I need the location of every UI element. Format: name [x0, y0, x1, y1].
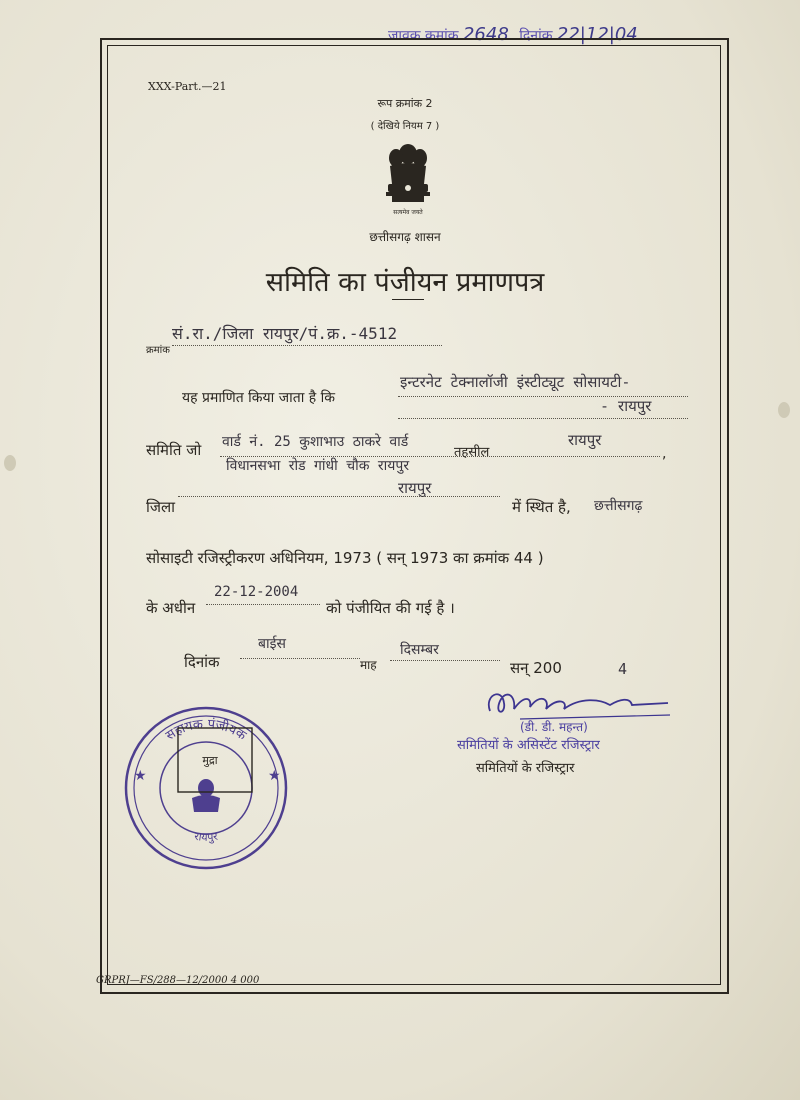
number-label: क्रमांक	[146, 345, 170, 356]
society-name-line-1: इन्टरनेट टेक्नालॉजी इंस्टीट्यूट सोसायटी-	[400, 373, 631, 391]
registration-date-line	[206, 604, 320, 605]
dispatch-date: 22|12|04	[556, 24, 638, 45]
certify-text: यह प्रमाणित किया जाता है कि	[182, 390, 336, 406]
registration-number: सं.रा./जिला रायपुर/पं.क्र.-4512	[172, 324, 398, 343]
signer-designation: समितियों के असिस्टेंट रजिस्ट्रार	[457, 738, 600, 753]
day-line	[240, 658, 360, 659]
government-name: छत्तीसगढ़ शासन	[369, 230, 441, 244]
seal-center-label: मुद्रा	[202, 754, 218, 767]
jila-line	[178, 496, 500, 497]
samiti-label: समिति जो	[146, 441, 202, 459]
dispatch-date-label: दिनांक	[519, 28, 553, 44]
seal-top-text: सहायक पंजीयक	[163, 716, 249, 744]
dinank-label: दिनांक	[184, 653, 220, 671]
month-value: दिसम्बर	[400, 642, 439, 658]
seal-bottom-text: रायपुर	[193, 829, 219, 844]
tehsil-label: तहसील	[454, 445, 490, 460]
jila-value: रायपुर	[398, 479, 432, 497]
society-name-line-2: - रायपुर	[600, 397, 652, 415]
emblem-motto: सत्यमेव जयते	[393, 209, 423, 216]
footer-code: GRPRJ—FS/288—12/2000 4 000	[96, 975, 260, 986]
registered-text: को पंजीयित की गई है ।	[326, 599, 455, 617]
see-rule: ( देखिये नियम 7 )	[370, 121, 440, 132]
located-text: में स्थित है,	[512, 498, 571, 516]
under-label: के अधीन	[146, 599, 196, 617]
seal-emblem-icon	[192, 779, 220, 812]
month-label: माह	[360, 658, 377, 672]
state-value: छत्तीसगढ़	[594, 498, 643, 514]
registrar-title: समितियों के रजिस्ट्रार	[476, 761, 575, 776]
official-seal	[118, 700, 294, 876]
act-text: सोसाइटी रजिस्ट्रीकरण अधिनियम, 1973 ( सन् 1973 का क्रमांक 44 )	[146, 549, 544, 567]
address-line-2: विधानसभा रोड गांधी चौक रायपुर	[226, 458, 410, 474]
year-label: सन् 200	[510, 659, 562, 677]
seal-star-icon: ★	[268, 768, 281, 784]
society-line-2	[398, 418, 688, 419]
form-number: रूप क्रमांक 2	[377, 97, 433, 110]
number-line	[172, 345, 442, 346]
dispatch-number: 2648	[462, 24, 509, 45]
comma: ,	[662, 446, 667, 462]
month-line	[390, 660, 500, 661]
national-emblem-icon	[378, 140, 438, 222]
dispatch-label: जावक क्रमांक	[388, 28, 459, 44]
signer-name: (डी. डी. महन्त)	[520, 720, 588, 734]
address-line-1: वार्ड नं. 25 कुशाभाउ ठाकरे वार्ड	[222, 434, 409, 450]
part-code: XXX-Part.—21	[148, 80, 227, 93]
day-value: बाईस	[258, 636, 286, 652]
year-digit: 4	[618, 660, 628, 678]
jila-label: जिला	[146, 498, 176, 516]
title-rule	[392, 299, 424, 300]
certificate-title: समिति का पंजीयन प्रमाणपत्र	[265, 267, 545, 298]
punch-hole	[778, 402, 790, 418]
registration-date: 22-12-2004	[214, 584, 299, 600]
punch-hole	[4, 455, 16, 471]
seal-star-icon: ★	[134, 768, 147, 784]
tehsil-value: रायपुर	[568, 431, 602, 449]
